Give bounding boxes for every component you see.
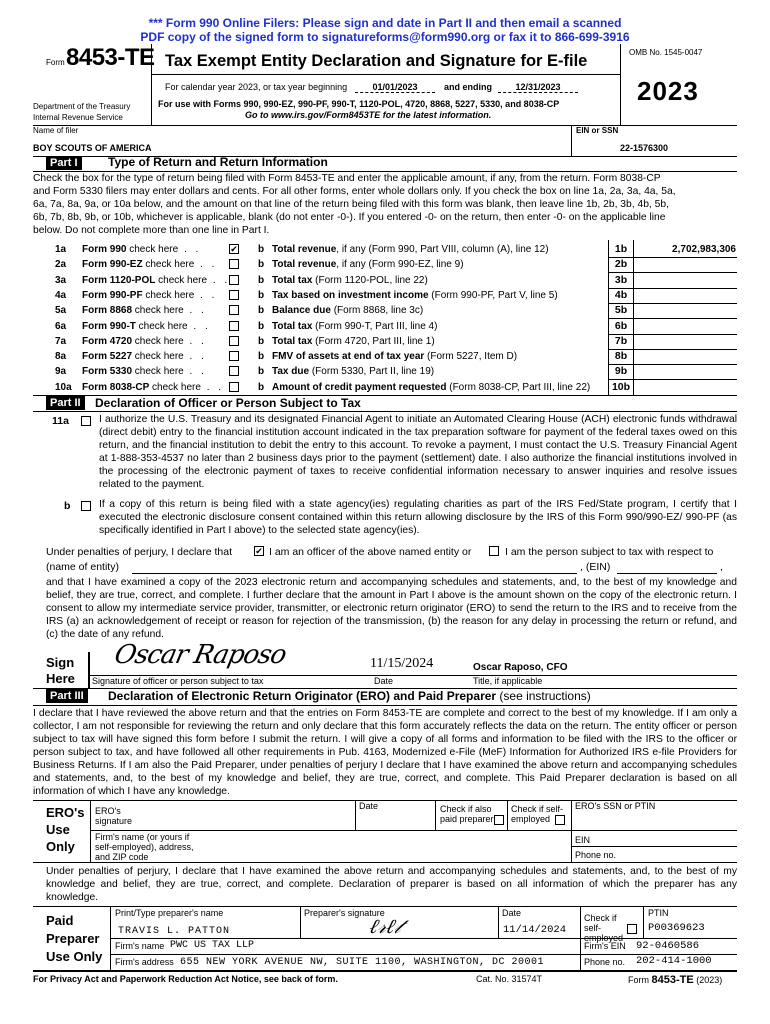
check-also-paid-checkbox[interactable] — [494, 815, 504, 825]
and-ending-label: and ending — [444, 82, 492, 92]
form-check-label: Form 4720 check here . . — [82, 335, 207, 347]
line-11b-number: b — [64, 500, 71, 512]
line-b-letter: b — [258, 335, 265, 347]
tax-year-begin-date[interactable]: 01/01/2023 — [355, 82, 435, 93]
line-b-letter: b — [258, 305, 265, 317]
part3-title: Declaration of Electronic Return Originator (ERO) and Paid Preparer — [108, 689, 497, 703]
form-type-checkbox[interactable] — [229, 366, 239, 376]
amount-value[interactable] — [636, 334, 736, 349]
preparer-self-employed-checkbox[interactable] — [627, 924, 637, 934]
preparer-signature-mark: ℓ𝓇ℓ𝓉 — [366, 914, 406, 938]
form-type-checkbox[interactable] — [229, 305, 239, 315]
firm-phone: 202-414-1000 — [636, 955, 712, 967]
omb-number: OMB No. 1545-0047 — [629, 48, 703, 57]
line-number: 6a — [55, 320, 67, 332]
ero-signature-label: ERO's signature — [95, 806, 133, 826]
officer-title: Oscar Raposo, CFO — [473, 662, 568, 673]
form-check-label: Form 990-PF check here . . — [82, 289, 218, 301]
form-check-label: Form 990-T check here . . — [82, 320, 211, 332]
line-number: 2a — [55, 259, 67, 271]
ach-authorization-checkbox[interactable] — [81, 416, 91, 426]
amount-value[interactable] — [636, 319, 736, 334]
amount-description: Tax due (Form 5330, Part II, line 19) — [272, 366, 435, 378]
part2-title: Declaration of Officer or Person Subject to Tax — [95, 396, 361, 410]
line-number: 7a — [55, 335, 67, 347]
form-check-label: Form 8038-CP check here . . — [82, 381, 225, 393]
amount-value[interactable] — [636, 257, 736, 272]
amount-box-number: 1b — [614, 243, 628, 255]
part3-title-suffix: (see instructions) — [496, 689, 591, 703]
preparer-ptin: P00369623 — [648, 922, 705, 934]
line-b-letter: b — [258, 289, 265, 301]
preparer-perjury-text: Under penalties of perjury, I declare that I have examined the above return and accompanying schedules and statements, and, to the best of my knowledge and belief, they are true, correct, and complete. Declaration of preparer is based on all information of which the preparer has any knowledge. — [46, 866, 737, 903]
form-check-label: Form 5330 check here . . — [82, 366, 207, 378]
amount-value[interactable]: 2,702,983,306 — [672, 244, 736, 255]
ero-firm-name-label: Firm's name (or yours if self-employed), address, and ZIP code — [95, 832, 194, 862]
signature-caption: Signature of officer or person subject to tax — [92, 676, 264, 686]
amount-value[interactable] — [636, 349, 736, 364]
amount-box-number: 8b — [614, 350, 628, 363]
line-number: 4a — [55, 289, 67, 301]
ein-paren-label: , (EIN) — [580, 561, 611, 573]
officer-signature: Oscar Raposo — [111, 640, 289, 670]
line-b-letter: b — [258, 320, 265, 332]
part3-body: I declare that I have reviewed the above return and that the entries on Form 8453-TE are complete and correct to the best of my knowledge. If I am only a collector, I am not responsible for reviewing the return and only declare that this form accurately reflects the data on the return. The entity officer or person subject to tax will have signed this form before I submit the return. I will give a copy of all forms and information to be filed with the IRS to the officer or person subject to tax, and have followed all other requirements in Pub. 4163, Modernized e-File (MeF) Information for Authorized IRS e-file Providers for Business Returns. If I am also the Paid Preparer, under penalties of perjury I declare that I have examined the above return and accompanying schedules and statements, and, to the best of my knowledge and belief, they are true, correct, and complete. This Paid Preparer declaration is based on all information of which I have any knowledge. — [33, 708, 737, 797]
officer-checkbox[interactable]: ✔ — [255, 546, 263, 556]
preparer-signature-label: Preparer's signature — [304, 908, 385, 918]
amount-value[interactable] — [636, 273, 736, 288]
filer-ein: 22-1576300 — [620, 143, 669, 153]
use-with-line: For use with Forms 990, 990-EZ, 990-PF, 990-T, 1120-POL, 4720, 8868, 5227, 5330, and 8038-CP — [158, 99, 560, 109]
ero-date-label: Date — [359, 801, 379, 811]
filer-name: BOY SCOUTS OF AMERICA — [33, 143, 152, 153]
sign-label: Sign — [46, 655, 75, 670]
form-check-label: Form 8868 check here . . — [82, 305, 207, 317]
form-title: Tax Exempt Entity Declaration and Signature for E-file — [165, 52, 588, 70]
form-check-label: Form 5227 check here . . — [82, 351, 207, 363]
form-type-checkbox[interactable]: ✔ — [230, 244, 238, 254]
part2-label: Part II — [46, 396, 85, 410]
line-b-letter: b — [258, 381, 265, 393]
form-check-label: Form 1120-POL check here . . — [82, 274, 231, 286]
preparer-date: 11/14/2024 — [503, 924, 567, 936]
amount-value[interactable] — [636, 380, 736, 395]
check-also-paid-label: Check if also paid preparer — [440, 804, 494, 824]
line-number: 3a — [55, 274, 67, 286]
ach-authorization-text: I authorize the U.S. Treasury and its designated Financial Agent to initiate an Automated Clearing House (ACH) electronic funds withdrawal (direct debit) entry to the financial institution account indicated in the tax preparation software for payment of the federal taxes owed on this return, and the financial institution to debit the entry to this account. To revoke a payment, I must contact the U.S. Treasury Financial Agent at 1-888-353-4537 no later than 2 business days prior to the payment (settlement) date. I also authorize the financial institutions involved in the processing of the electronic payment of taxes to receive confidential information necessary to answer inquiries and resolve issues related to the payment. — [99, 414, 737, 490]
ein-label: EIN or SSN — [576, 126, 619, 135]
form-type-checkbox[interactable] — [229, 336, 239, 346]
banner-line-1: *** Form 990 Online Filers: Please sign and date in Part II and then email a scanned — [148, 16, 622, 30]
check-self-employed-label: Check if self-employed — [511, 804, 564, 824]
line-number: 8a — [55, 351, 67, 363]
line-b-letter: b — [258, 244, 265, 255]
part3-label: Part III — [46, 689, 88, 703]
firm-name-label: Firm's name — [115, 941, 165, 951]
title-caption: Title, if applicable — [473, 676, 543, 686]
date-caption: Date — [374, 676, 394, 686]
line-number: 5a — [55, 305, 67, 317]
privacy-notice: For Privacy Act and Paperwork Reduction Act Notice, see back of form. — [33, 974, 338, 984]
perjury-prefix: Under penalties of perjury, I declare that — [46, 546, 232, 558]
amount-box-number: 3b — [614, 273, 628, 286]
tax-year-end-date[interactable]: 12/31/2023 — [498, 82, 578, 93]
part1-label: Part I — [46, 156, 82, 170]
amount-box-number: 5b — [614, 304, 628, 317]
state-disclosure-checkbox[interactable] — [81, 501, 91, 511]
firm-name: PWC US TAX LLP — [170, 940, 255, 951]
line-b-letter: b — [258, 351, 265, 363]
ero-use-only-label: ERO's Use Only — [46, 805, 85, 854]
preparer-self-employed-label: Check if self-employed — [584, 913, 624, 943]
officer-sign-date: 11/15/2024 — [370, 656, 434, 671]
firm-ein: 92-0460586 — [636, 940, 700, 952]
here-label: Here — [46, 671, 75, 686]
amount-description: Balance due (Form 8868, line 3c) — [272, 305, 424, 317]
amount-description: Total tax (Form 4720, Part III, line 1) — [272, 335, 435, 347]
amount-box-number: 6b — [614, 319, 628, 332]
ero-ein-label: EIN — [575, 835, 591, 845]
preparer-name: TRAVIS L. PATTON — [118, 926, 231, 937]
state-disclosure-text: If a copy of this return is being filed with a state agency(ies) regulating charities as part of the IRS Fed/State program, I certify that I executed the electronic disclosure consent contained within this return allowing disclosure by the IRS of this Form 990/990-EZ/ 990-PF (as specifically identified in Part I above) to the selected state agency(ies). — [99, 499, 737, 536]
amount-box-number: 9b — [614, 365, 628, 378]
form-type-checkbox[interactable] — [229, 382, 239, 392]
amount-description: Total revenue, if any (Form 990, Part VIII, column (A), line 12) — [272, 244, 549, 255]
amount-description: FMV of assets at end of tax year (Form 5227, Item D) — [272, 351, 518, 363]
ptin-label: PTIN — [648, 908, 669, 918]
line-b-letter: b — [258, 259, 265, 271]
line-b-letter: b — [258, 274, 265, 286]
amount-description: Total tax (Form 1120-POL, line 22) — [272, 274, 428, 286]
footer-form-number: 8453-TE — [651, 974, 694, 986]
name-of-entity-label: (name of entity) — [46, 561, 119, 573]
amount-box-number: 2b — [614, 258, 628, 271]
form-number: 8453-TE — [66, 44, 155, 71]
amount-description: Total tax (Form 990-T, Part III, line 4) — [272, 320, 438, 332]
form-type-checkbox[interactable] — [229, 259, 239, 269]
filer-name-label: Name of filer — [33, 126, 79, 135]
amount-box-number: 7b — [614, 334, 628, 347]
preparer-date-label: Date — [502, 908, 522, 918]
line-number: 1a — [55, 244, 67, 255]
line-number: 10a — [55, 381, 72, 393]
part1-instructions: Check the box for the type of return being filed with Form 8453-TE and enter the applicable amount, if any, from the return. Form 8038-CP and Form 5330 filers may enter dollars and cents. For all other forms, enter whole dollars only. If you check the box on line 1a, 2a, 3a, 4a, 5a, 6a, 7a, 8a, 9a, or 10a below, and the amount on that line of the return being filed with this form was blank, then leave line 1b, 2b, 3b, 4b, 5b, 6b, 7b, 8b, 9b, or 10b, whichever is applicable, blank (do not enter -0-). If you entered -0- on the return, then enter -0- on the applicable line below. Do not complete more than one line in Part I. — [33, 173, 676, 236]
form-check-label: Form 990 check here . . — [82, 244, 202, 255]
dept-treasury: Department of the Treasury — [33, 102, 131, 111]
ero-ssn-label: ERO's SSN or PTIN — [575, 801, 656, 811]
goto-line: Go to www.irs.gov/Form8453TE for the latest information. — [245, 110, 492, 120]
form-type-checkbox[interactable] — [229, 351, 239, 361]
firm-address: 655 NEW YORK AVENUE NW, SUITE 1100, WASHINGTON, DC 20001 — [180, 957, 545, 968]
person-subject-checkbox[interactable] — [489, 546, 499, 556]
paid-preparer-label: Paid Preparer Use Only — [46, 913, 103, 964]
form-type-checkbox[interactable] — [229, 275, 239, 285]
firm-phone-label: Phone no. — [584, 957, 626, 967]
amount-box-number: 10b — [611, 380, 631, 393]
amount-value[interactable] — [636, 288, 736, 303]
footer-form-word: Form — [628, 975, 649, 985]
line-11a-number: 11a — [52, 415, 69, 427]
cat-number: Cat. No. 31574T — [476, 974, 543, 984]
irs-label: Internal Revenue Service — [33, 113, 123, 122]
line-number: 9a — [55, 366, 67, 378]
form-type-checkbox[interactable] — [229, 290, 239, 300]
print-name-label: Print/Type preparer's name — [115, 908, 224, 918]
amount-value[interactable] — [636, 364, 736, 379]
form-type-checkbox[interactable] — [229, 321, 239, 331]
amount-value[interactable] — [636, 303, 736, 318]
firm-ein-label: Firm's EIN — [584, 941, 626, 951]
person-subject-text: I am the person subject to tax with respect to — [505, 546, 714, 558]
line-b-letter: b — [258, 366, 265, 378]
perjury-body: and that I have examined a copy of the 2023 electronic return and accompanying schedules and statements, and, to the best of my knowledge and belief, they are true, correct, and complete. I further declare that the amount in Part I above is the amount shown on the copy of the electronic return. I consent to allow my intermediate service provider, transmitter, or electronic return originator (ERO) to send the return to the IRS and to receive from the IRS (a) an acknowledgement of receipt or reason for rejection of the transmission, (b) the reason for any delay in processing the return or refund, and (c) the date of any refund. — [46, 577, 737, 640]
ero-self-employed-checkbox[interactable] — [555, 815, 565, 825]
footer-form-year: (2023) — [696, 975, 723, 985]
banner-line-2: PDF copy of the signed form to signatureforms@form990.org or fax it to 866-699-3916 — [140, 30, 630, 44]
tax-year: 2023 — [637, 76, 699, 106]
form-check-label: Form 990-EZ check here . . — [82, 259, 218, 271]
amount-description: Tax based on investment income (Form 990-PF, Part V, line 5) — [272, 289, 558, 301]
amount-description: Total revenue, if any (Form 990-EZ, line 9) — [272, 259, 464, 271]
part1-title: Type of Return and Return Information — [108, 155, 328, 169]
ero-phone-label: Phone no. — [575, 850, 617, 860]
firm-address-label: Firm's address — [115, 957, 174, 967]
amount-box-number: 4b — [614, 288, 628, 301]
amount-description: Amount of credit payment requested (Form 8038-CP, Part III, line 22) — [272, 381, 591, 393]
form-word: Form — [46, 58, 65, 67]
officer-text: I am an officer of the above named entity or — [269, 546, 472, 558]
calendar-year-prefix: For calendar year 2023, or tax year beginning — [165, 82, 348, 92]
